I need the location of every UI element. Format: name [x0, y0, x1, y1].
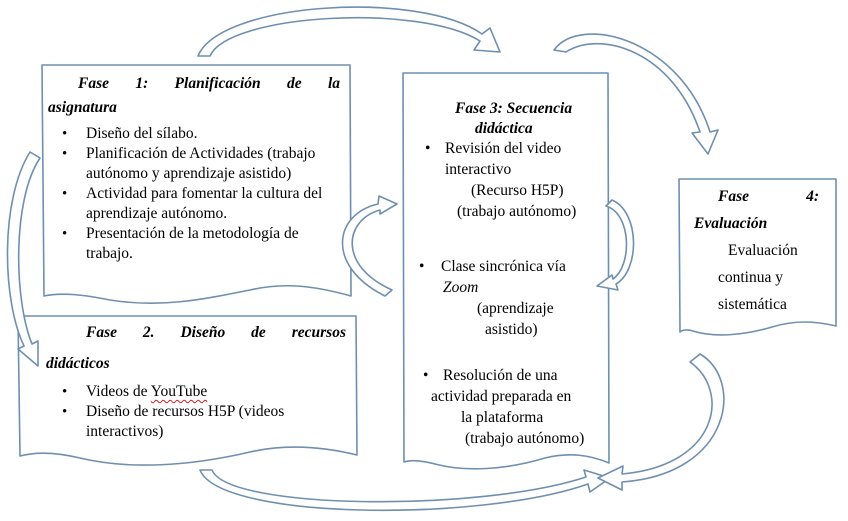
phase3-item2-line: asistido)	[485, 321, 538, 338]
phase3-content	[405, 98, 605, 458]
bullet-icon: •	[419, 258, 425, 275]
phase2-title: Fase 2. Diseño de recursos	[86, 324, 346, 341]
phase1-content	[48, 73, 340, 264]
phase1-item: • Presentación de la metodología de trabajo.	[86, 224, 340, 264]
phase4-body-line: Evaluación	[728, 242, 798, 259]
phase3-item3-line: (trabajo autónomo)	[465, 430, 585, 447]
phase1-title: Fase 1: Planificación de la	[78, 75, 340, 92]
phase2-item-text: Videos de	[86, 383, 151, 400]
phase1-item: • Planificación de Actividades (trabajo autónomo y aprendizaje asistido)	[86, 144, 340, 184]
phase1-title-cont: asignatura	[48, 99, 117, 116]
bullet-icon: •	[425, 140, 431, 157]
phase4-title: Fase 4:	[718, 188, 819, 205]
phase4-body-line: continua y	[718, 269, 783, 286]
phase3-item3	[405, 365, 605, 449]
phase2-title-cont: didácticos	[46, 355, 110, 372]
phase3-item3-line: la plataforma	[461, 409, 544, 426]
phase3-title: Fase 3: Secuencia	[455, 100, 573, 117]
phase3-title-cont: didáctica	[475, 120, 533, 137]
phase3-item2-line: Zoom	[443, 279, 479, 296]
phase3-item1-line: Revisión del video	[445, 140, 562, 157]
phase3-item3-line: actividad preparada en	[431, 388, 572, 405]
arrow-phase2-to-phase3	[200, 470, 610, 510]
phase3-item2	[405, 256, 605, 340]
phase3-item2-line: Clase sincrónica vía	[441, 258, 566, 275]
phase1-item: • Actividad para fomentar la cultura del aprendizaje autónomo.	[86, 184, 340, 224]
phase4-title-cont: Evaluación	[694, 215, 768, 232]
arrow-phase4-to-phase3	[598, 354, 724, 490]
phase2-item-text: Diseño de recursos H5P (videos interactivos)	[86, 403, 285, 440]
phase3-item1-line: (trabajo autónomo)	[457, 203, 577, 220]
phase4-body-line: sistemática	[718, 296, 787, 313]
phase3-item1-line: (Recurso H5P)	[471, 182, 564, 199]
phase3-item1	[405, 138, 605, 222]
arrow-phase1-to-phase3	[198, 7, 500, 56]
bullet-icon: •	[423, 367, 429, 384]
phase3-item2-line: (aprendizaje	[477, 300, 554, 317]
phase2-content	[46, 322, 346, 442]
phase2-list	[46, 382, 346, 442]
phase3-item3-line: Resolución de una	[443, 367, 558, 384]
phase2-item	[86, 402, 346, 442]
youtube-word: YouTube	[150, 383, 208, 400]
phase3-item1-line: interactivo	[445, 161, 512, 178]
phase1-item: • Diseño del sílabo.	[86, 124, 340, 144]
phase1-list	[48, 124, 340, 264]
phase2-item	[86, 382, 346, 402]
phase4-content	[694, 186, 819, 326]
